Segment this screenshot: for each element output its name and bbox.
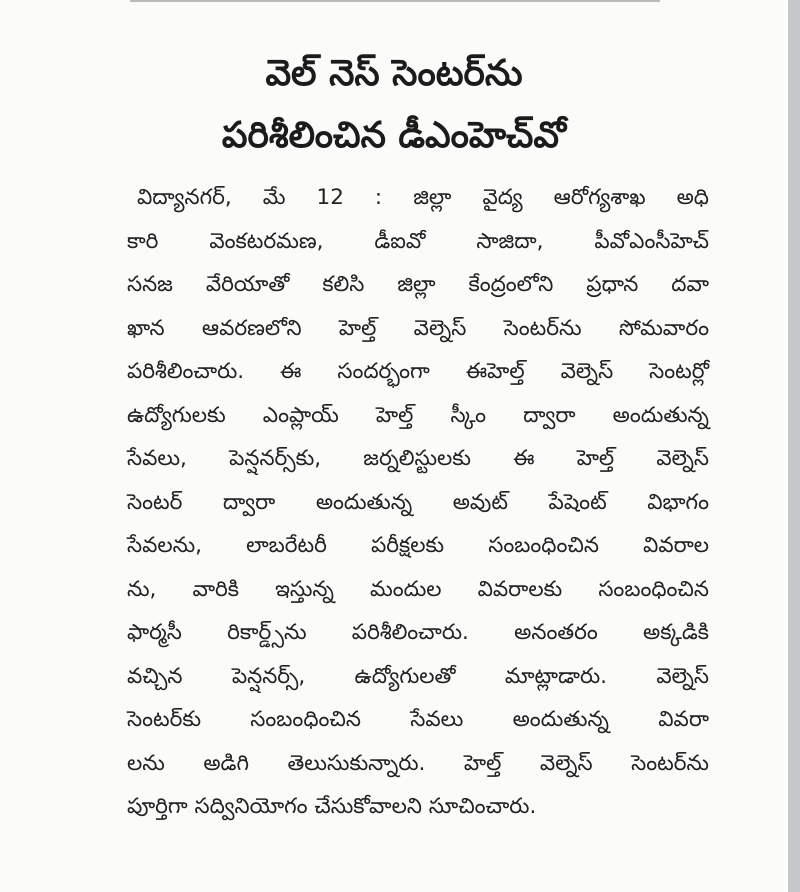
body-line: వచ్చిన పెన్షనర్స్, ఉద్యోగులతో మాట్లాడారు. వెల్నెస్ xyxy=(127,663,709,689)
body-line: ఫార్మసీ రికార్డ్స్‌ను పరిశీలించారు. అనంతరం అక్కడికి xyxy=(127,620,709,645)
body-line: సెంటర్ ద్వారా అందుతున్న అవుట్ పేషెంట్ విభాగం xyxy=(127,489,709,515)
article-body xyxy=(127,176,709,829)
body-line: లను అడిగి తెలుసుకున్నారు. హెల్త్ వెల్నెస్ సెంటర్‌ను xyxy=(127,750,709,776)
body-line: సనజ వేరియాతో కలిసి జిల్లా కేంద్రంలోని ప్రధాన దవా xyxy=(127,272,709,297)
body-line: సేవలు, పెన్షనర్స్‌కు, జర్నలిస్టులకు ఈ హెల్త్ వెల్నెస్ xyxy=(127,446,709,471)
body-line: ఖాన ఆవరణలోని హెల్త్ వెల్నెస్ సెంటర్‌ను సోమవారం xyxy=(127,315,709,341)
headline-line-2: పరిశీలించిన డీఎంహెచ్‌వో xyxy=(221,115,567,156)
background-edge xyxy=(788,0,800,892)
body-line: పరిశీలించారు. ఈ సందర్భంగా ఈహెల్త్ వెల్నెస్ సెంటర్లో xyxy=(127,359,709,384)
body-line: ఉద్యోగులకు ఎంప్లాయ్ హెల్త్ స్కీం ద్వారా అందుతున్న xyxy=(127,402,709,428)
body-line: ను, వారికి ఇస్తున్న మందుల వివరాలకు సంబంధించిన xyxy=(127,576,709,602)
body-line: విద్యానగర్, మే 12 : జిల్లా వైద్య ఆరోగ్యశాఖ అధి xyxy=(137,185,709,210)
body-line: కారి వెంకటరమణ, డీఐవో సాజిదా, పీవోఎంసీహెచ్ xyxy=(127,228,709,254)
body-line: సేవలను, లాబరేటరీ పరీక్షలకు సంబంధించిన వివరాల xyxy=(127,533,709,558)
headline-line-1: వెల్ నెస్ సెంటర్‌ను xyxy=(265,53,523,94)
body-line: సెంటర్‌కు సంబంధించిన సేవలు అందుతున్న వివరా xyxy=(127,707,709,732)
body-line: పూర్తిగా సద్వినియోగం చేసుకోవాలని సూచించారు. xyxy=(127,794,537,819)
top-divider xyxy=(130,0,660,2)
